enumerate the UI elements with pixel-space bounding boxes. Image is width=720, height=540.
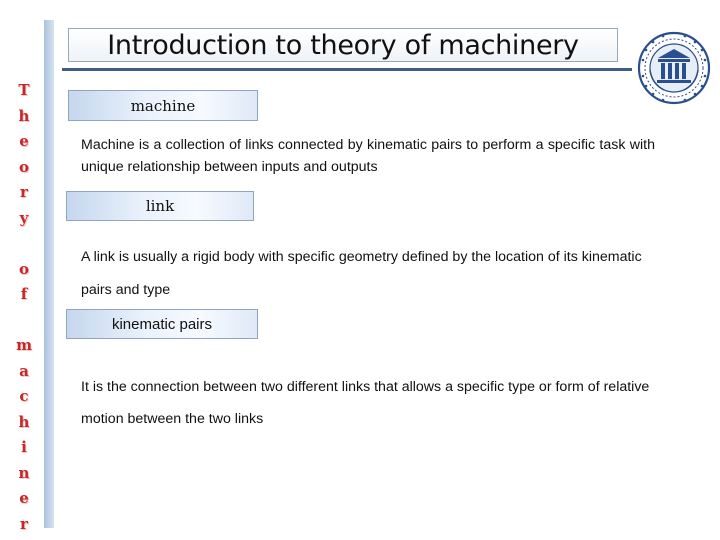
side-letter: h bbox=[18, 106, 30, 125]
page-title: Introduction to theory of machinery bbox=[107, 29, 579, 61]
side-letter: e bbox=[19, 132, 29, 150]
university-seal-icon bbox=[630, 30, 718, 106]
side-letter: o bbox=[18, 157, 29, 176]
link-definition: A link is usually a rigid body with specific geometry defined by the location of its kinematic pairs and type bbox=[81, 249, 642, 298]
side-letter: i bbox=[21, 438, 27, 456]
side-letter: y bbox=[19, 208, 29, 227]
title-box bbox=[68, 28, 618, 62]
machine-definition: Machine is a collection of links connected by kinematic pairs to perform a specific task with unique relationship between inputs and outputs bbox=[81, 137, 655, 175]
side-letter: m bbox=[16, 336, 32, 354]
side-letter: f bbox=[20, 285, 28, 303]
side-letter: n bbox=[18, 463, 30, 482]
side-letter: a bbox=[19, 361, 29, 380]
side-letter: o bbox=[18, 259, 29, 278]
section-label-text: kinematic pairs bbox=[111, 315, 213, 333]
section-label-kinematic-pairs bbox=[66, 309, 258, 339]
title-underline bbox=[62, 68, 632, 71]
section-label-link bbox=[66, 191, 254, 221]
side-letter: r bbox=[20, 183, 28, 201]
section-label-text: machine bbox=[130, 96, 196, 115]
side-letter: T bbox=[18, 81, 30, 99]
section-label-machine bbox=[68, 90, 258, 121]
side-letter: r bbox=[20, 514, 28, 533]
side-strip bbox=[44, 20, 54, 528]
side-letter: c bbox=[19, 387, 29, 405]
side-letter: h bbox=[18, 412, 30, 431]
section-label-text: link bbox=[145, 197, 175, 215]
side-letter: e bbox=[19, 489, 29, 507]
vertical-title bbox=[12, 78, 36, 537]
kinematic-pairs-definition: It is the connection between two different links that allows a specific type or form of relative motion between the two links bbox=[81, 379, 650, 427]
